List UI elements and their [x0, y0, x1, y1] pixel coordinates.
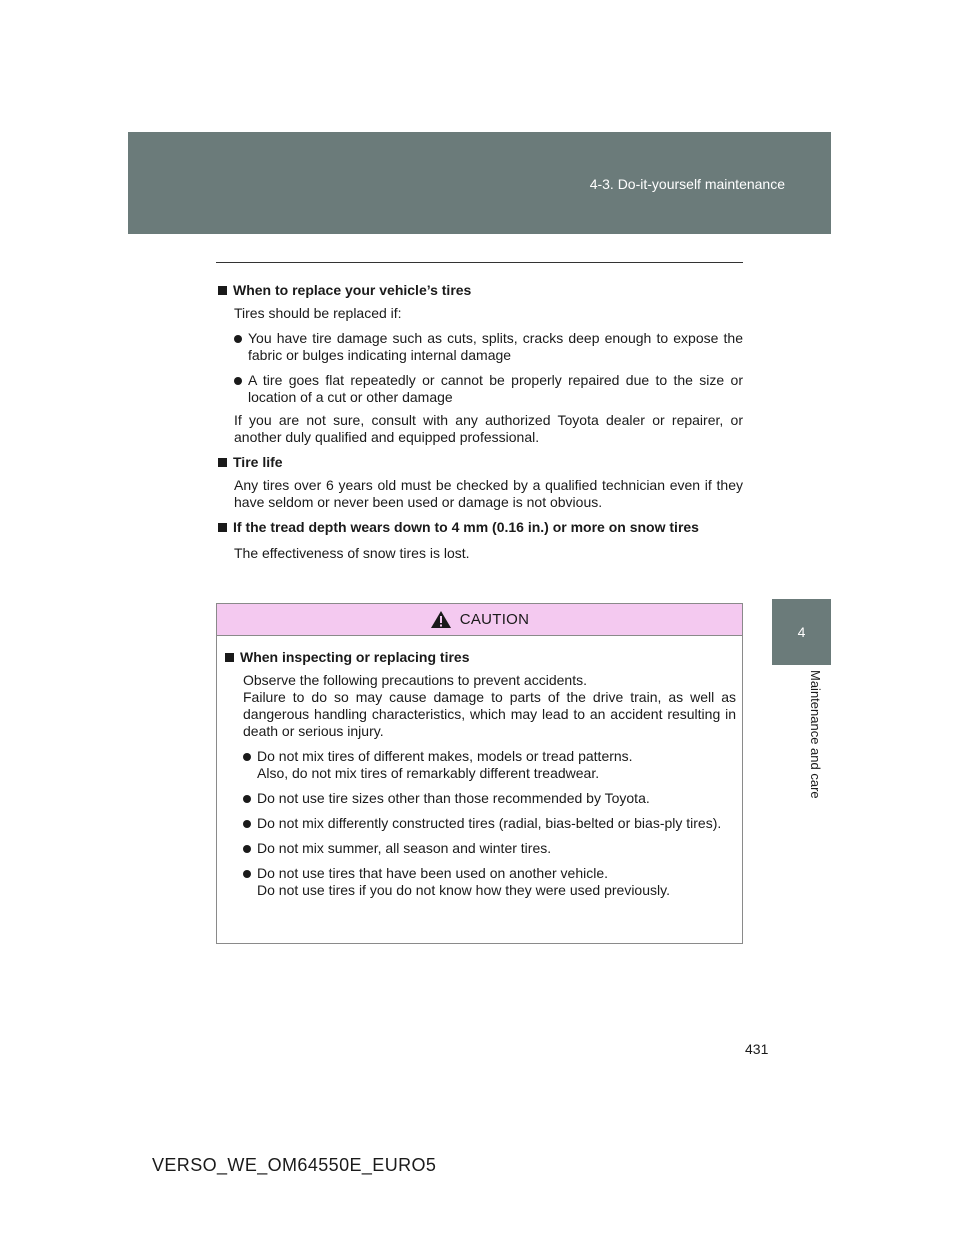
list-item-text: Do not mix differently constructed tires (radial, bias-belted or bias-ply tires).	[257, 815, 722, 831]
square-bullet-icon	[218, 458, 227, 467]
heading-text: If the tread depth wears down to 4 mm (0.16 in.) or more on snow tires	[233, 519, 699, 535]
list-item-line: Also, do not mix tires of remarkably different treadwear.	[257, 765, 600, 781]
caution-title: CAUTION	[459, 611, 530, 628]
paragraph-line: Observe the following precautions to prevent accidents.	[243, 672, 587, 688]
square-bullet-icon	[218, 286, 227, 295]
page-number: 431	[745, 1041, 769, 1057]
caution-box	[216, 603, 743, 944]
document-code: VERSO_WE_OM64550E_EURO5	[152, 1155, 437, 1175]
list-item	[243, 840, 736, 857]
list-item	[243, 815, 736, 832]
chapter-label: Maintenance and care	[808, 670, 823, 799]
square-bullet-icon	[225, 653, 234, 662]
chapter-number: 4	[797, 624, 806, 640]
list-item-text	[257, 865, 736, 899]
paragraph: If you are not sure, consult with any authorized Toyota dealer or repairer, or another duly qualified and equipped professional.	[234, 412, 743, 445]
main-content	[216, 277, 743, 562]
warning-triangle-icon	[430, 610, 452, 629]
round-bullet-icon	[243, 795, 251, 803]
round-bullet-icon	[234, 335, 242, 343]
round-bullet-icon	[234, 377, 242, 385]
round-bullet-icon	[243, 870, 251, 878]
list-item-text: A tire goes flat repeatedly or cannot be properly repaired due to the size or location of a cut or other damage	[248, 372, 743, 405]
list-item-text	[257, 748, 736, 782]
list-item-text: You have tire damage such as cuts, splits, cracks deep enough to expose the fabric or bulges indicating internal damage	[248, 330, 743, 363]
list-item-line: Do not use tires if you do not know how they were used previously.	[257, 882, 670, 898]
paragraph	[243, 672, 736, 740]
caution-body	[217, 636, 742, 899]
list-item	[234, 330, 743, 364]
square-bullet-icon	[218, 523, 227, 532]
list-item-text: Do not mix summer, all season and winter tires.	[257, 840, 552, 856]
paragraph: Any tires over 6 years old must be checked by a qualified technician even if they have seldom or never been used or damage is not obvious.	[234, 477, 743, 510]
list-item	[234, 372, 743, 406]
chapter-tab	[772, 599, 831, 665]
list-item	[243, 748, 736, 782]
list-item-line: Do not use tires that have been used on another vehicle.	[257, 865, 609, 881]
paragraph: Tires should be replaced if:	[234, 305, 402, 321]
paragraph-line: Failure to do so may cause damage to parts of the drive train, as well as dangerous handling characteristics, which may lead to an accident resulting in death or serious injury.	[243, 689, 736, 739]
list-item	[243, 790, 736, 807]
round-bullet-icon	[243, 753, 251, 761]
round-bullet-icon	[243, 845, 251, 853]
list-item	[243, 865, 736, 899]
round-bullet-icon	[243, 820, 251, 828]
header-band	[128, 132, 831, 234]
section-heading	[216, 519, 743, 536]
list-item-line: Do not mix tires of different makes, models or tread patterns.	[257, 748, 633, 764]
heading-text: When inspecting or replacing tires	[240, 649, 470, 665]
paragraph: The effectiveness of snow tires is lost.	[234, 545, 470, 561]
top-divider	[216, 262, 743, 263]
caution-header	[217, 604, 742, 636]
heading-text: Tire life	[233, 454, 283, 470]
heading-text: When to replace your vehicle’s tires	[233, 282, 472, 298]
section-heading	[216, 454, 743, 471]
caution-heading	[223, 649, 736, 666]
section-heading	[216, 282, 743, 299]
list-item-text: Do not use tire sizes other than those recommended by Toyota.	[257, 790, 650, 806]
section-title: 4-3. Do-it-yourself maintenance	[589, 176, 785, 192]
